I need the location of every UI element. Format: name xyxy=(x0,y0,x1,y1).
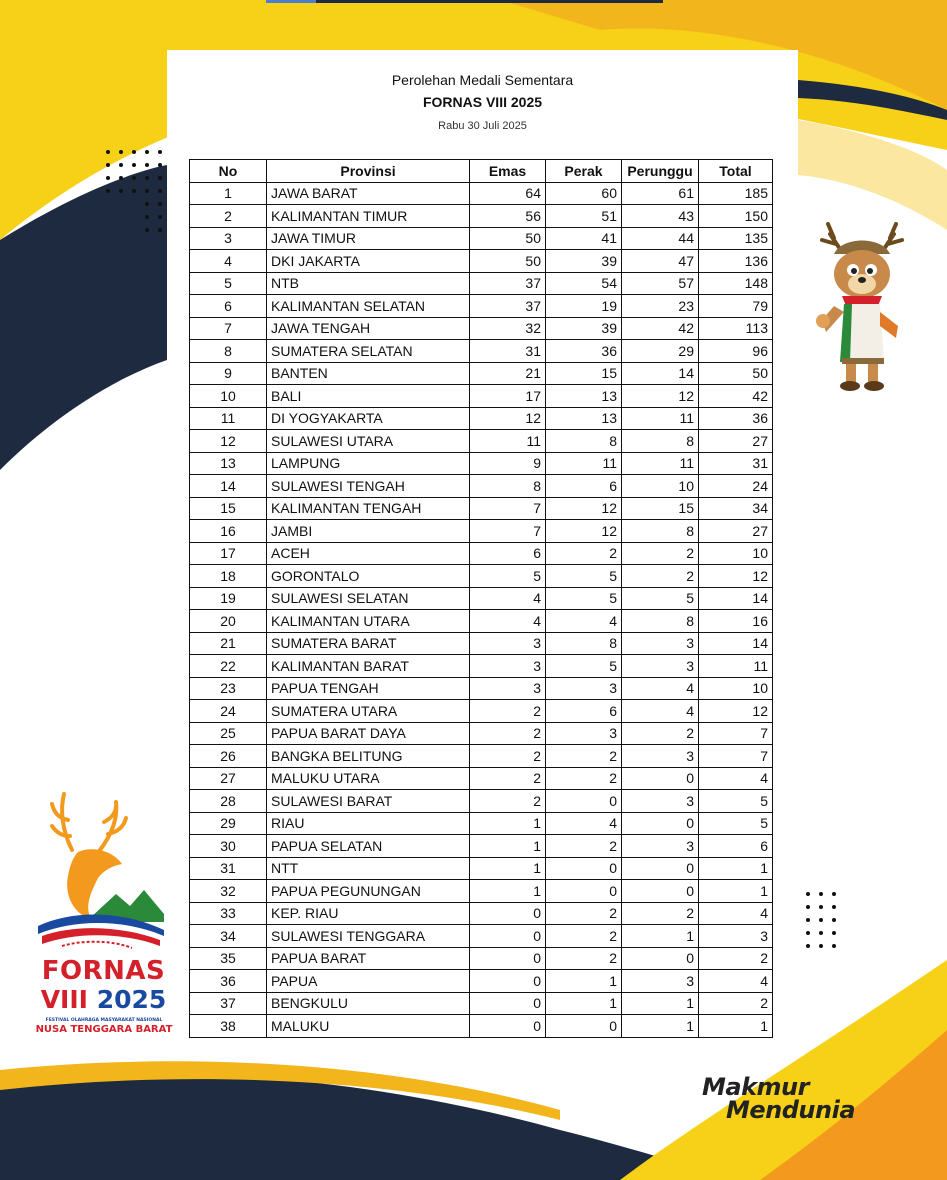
cell-no: 29 xyxy=(190,812,267,835)
cell-no: 27 xyxy=(190,767,267,790)
cell-perunggu: 8 xyxy=(622,520,699,543)
table-row xyxy=(190,407,773,430)
cell-perak: 4 xyxy=(546,610,622,633)
cell-perak: 2 xyxy=(546,947,622,970)
table-row xyxy=(190,497,773,520)
table-row xyxy=(190,970,773,993)
cell-perak: 19 xyxy=(546,295,622,318)
table-row xyxy=(190,317,773,340)
cell-no: 17 xyxy=(190,542,267,565)
table-row xyxy=(190,745,773,768)
cell-no: 34 xyxy=(190,925,267,948)
medal-table xyxy=(189,159,773,1038)
cell-no: 38 xyxy=(190,1015,267,1038)
cell-no: 5 xyxy=(190,272,267,295)
cell-perak: 4 xyxy=(546,812,622,835)
cell-no: 33 xyxy=(190,902,267,925)
cell-no: 32 xyxy=(190,880,267,903)
cell-perak: 1 xyxy=(546,992,622,1015)
table-row xyxy=(190,790,773,813)
cell-perunggu: 2 xyxy=(622,902,699,925)
cell-total: 7 xyxy=(699,722,773,745)
cell-provinsi: SULAWESI TENGGARA xyxy=(267,925,470,948)
cell-emas: 0 xyxy=(470,992,546,1015)
cell-perunggu: 1 xyxy=(622,992,699,1015)
document-date: Rabu 30 Juli 2025 xyxy=(438,120,527,132)
table-row xyxy=(190,295,773,318)
cell-emas: 0 xyxy=(470,902,546,925)
cell-no: 1 xyxy=(190,182,267,205)
cell-no: 16 xyxy=(190,520,267,543)
cell-provinsi: BENGKULU xyxy=(267,992,470,1015)
cell-total: 34 xyxy=(699,497,773,520)
cell-provinsi: PAPUA BARAT DAYA xyxy=(267,722,470,745)
cell-total: 150 xyxy=(699,205,773,228)
cell-total: 10 xyxy=(699,542,773,565)
table-row xyxy=(190,632,773,655)
cell-perunggu: 0 xyxy=(622,812,699,835)
cell-provinsi: SULAWESI BARAT xyxy=(267,790,470,813)
cell-emas: 3 xyxy=(470,632,546,655)
cell-perak: 8 xyxy=(546,632,622,655)
cell-emas: 1 xyxy=(470,812,546,835)
cell-total: 50 xyxy=(699,362,773,385)
table-row xyxy=(190,700,773,723)
cell-perunggu: 5 xyxy=(622,587,699,610)
cell-perunggu: 15 xyxy=(622,497,699,520)
cell-emas: 7 xyxy=(470,520,546,543)
cell-provinsi: RIAU xyxy=(267,812,470,835)
cell-perunggu: 11 xyxy=(622,407,699,430)
cell-emas: 4 xyxy=(470,587,546,610)
table-row xyxy=(190,587,773,610)
table-row xyxy=(190,430,773,453)
cell-perunggu: 3 xyxy=(622,745,699,768)
cell-no: 4 xyxy=(190,250,267,273)
cell-emas: 2 xyxy=(470,790,546,813)
cell-total: 2 xyxy=(699,947,773,970)
cell-total: 36 xyxy=(699,407,773,430)
cell-perak: 5 xyxy=(546,655,622,678)
cell-perak: 0 xyxy=(546,1015,622,1038)
cell-provinsi: DKI JAKARTA xyxy=(267,250,470,273)
cell-no: 13 xyxy=(190,452,267,475)
brand-mendunia: Mendunia xyxy=(726,1096,856,1124)
cell-total: 7 xyxy=(699,745,773,768)
cell-perak: 0 xyxy=(546,857,622,880)
cell-perak: 39 xyxy=(546,250,622,273)
table-row xyxy=(190,947,773,970)
table-row xyxy=(190,835,773,858)
medal-table-body xyxy=(190,182,773,1037)
cell-perak: 11 xyxy=(546,452,622,475)
cell-total: 12 xyxy=(699,700,773,723)
header-perunggu: Perunggu xyxy=(622,160,699,183)
cell-emas: 0 xyxy=(470,970,546,993)
cell-perunggu: 47 xyxy=(622,250,699,273)
cell-total: 5 xyxy=(699,812,773,835)
cell-no: 35 xyxy=(190,947,267,970)
cell-no: 20 xyxy=(190,610,267,633)
table-row xyxy=(190,250,773,273)
cell-no: 21 xyxy=(190,632,267,655)
cell-no: 6 xyxy=(190,295,267,318)
cell-perunggu: 42 xyxy=(622,317,699,340)
cell-total: 1 xyxy=(699,1015,773,1038)
cell-perak: 8 xyxy=(546,430,622,453)
cell-perunggu: 2 xyxy=(622,542,699,565)
cell-perunggu: 3 xyxy=(622,970,699,993)
cell-emas: 12 xyxy=(470,407,546,430)
cell-perak: 54 xyxy=(546,272,622,295)
cell-perak: 36 xyxy=(546,340,622,363)
cell-total: 16 xyxy=(699,610,773,633)
cell-perak: 2 xyxy=(546,745,622,768)
cell-total: 27 xyxy=(699,520,773,543)
table-row xyxy=(190,272,773,295)
cell-emas: 3 xyxy=(470,677,546,700)
cell-perak: 2 xyxy=(546,767,622,790)
header-total: Total xyxy=(699,160,773,183)
cell-perak: 12 xyxy=(546,497,622,520)
cell-perunggu: 0 xyxy=(622,767,699,790)
cell-no: 2 xyxy=(190,205,267,228)
cell-emas: 1 xyxy=(470,857,546,880)
cell-total: 6 xyxy=(699,835,773,858)
cell-perunggu: 8 xyxy=(622,430,699,453)
cell-provinsi: JAWA BARAT xyxy=(267,182,470,205)
cell-provinsi: KALIMANTAN BARAT xyxy=(267,655,470,678)
table-header-row xyxy=(190,160,773,183)
cell-perak: 12 xyxy=(546,520,622,543)
cell-emas: 17 xyxy=(470,385,546,408)
table-row xyxy=(190,475,773,498)
table-row xyxy=(190,452,773,475)
cell-no: 22 xyxy=(190,655,267,678)
cell-provinsi: KALIMANTAN TIMUR xyxy=(267,205,470,228)
logo-region: NUSA TENGGARA BARAT xyxy=(35,1024,173,1035)
table-row xyxy=(190,857,773,880)
cell-no: 36 xyxy=(190,970,267,993)
cell-provinsi: PAPUA TENGAH xyxy=(267,677,470,700)
cell-no: 25 xyxy=(190,722,267,745)
cell-provinsi: KALIMANTAN UTARA xyxy=(267,610,470,633)
cell-provinsi: JAMBI xyxy=(267,520,470,543)
cell-total: 4 xyxy=(699,902,773,925)
cell-perunggu: 0 xyxy=(622,857,699,880)
cell-perunggu: 3 xyxy=(622,790,699,813)
cell-perunggu: 23 xyxy=(622,295,699,318)
cell-emas: 7 xyxy=(470,497,546,520)
cell-emas: 3 xyxy=(470,655,546,678)
cell-provinsi: PAPUA BARAT xyxy=(267,947,470,970)
cell-no: 37 xyxy=(190,992,267,1015)
cell-perak: 2 xyxy=(546,542,622,565)
cell-perak: 60 xyxy=(546,182,622,205)
cell-total: 136 xyxy=(699,250,773,273)
cell-perunggu: 3 xyxy=(622,655,699,678)
header-perak: Perak xyxy=(546,160,622,183)
table-row xyxy=(190,677,773,700)
cell-no: 24 xyxy=(190,700,267,723)
cell-emas: 2 xyxy=(470,700,546,723)
table-row xyxy=(190,362,773,385)
cell-total: 3 xyxy=(699,925,773,948)
header-no: No xyxy=(190,160,267,183)
cell-provinsi: BANGKA BELITUNG xyxy=(267,745,470,768)
table-row xyxy=(190,1015,773,1038)
logo-wordmark: FORNAS xyxy=(41,956,166,986)
cell-emas: 2 xyxy=(470,767,546,790)
cell-no: 12 xyxy=(190,430,267,453)
cell-emas: 1 xyxy=(470,880,546,903)
cell-total: 5 xyxy=(699,790,773,813)
cell-total: 4 xyxy=(699,970,773,993)
cell-perak: 2 xyxy=(546,925,622,948)
cell-emas: 2 xyxy=(470,722,546,745)
cell-total: 185 xyxy=(699,182,773,205)
table-row xyxy=(190,925,773,948)
cell-perunggu: 0 xyxy=(622,947,699,970)
dot-grid-decoration-left xyxy=(104,148,164,243)
cell-total: 24 xyxy=(699,475,773,498)
cell-emas: 56 xyxy=(470,205,546,228)
cell-perak: 5 xyxy=(546,587,622,610)
cell-no: 19 xyxy=(190,587,267,610)
cell-no: 23 xyxy=(190,677,267,700)
cell-no: 15 xyxy=(190,497,267,520)
logo-tagline: FESTIVAL OLAHRAGA MASYARAKAT NASIONAL xyxy=(45,1018,163,1023)
cell-provinsi: MALUKU UTARA xyxy=(267,767,470,790)
cell-emas: 64 xyxy=(470,182,546,205)
table-row xyxy=(190,205,773,228)
document-subtitle: FORNAS VIII 2025 xyxy=(422,94,543,110)
cell-emas: 50 xyxy=(470,227,546,250)
cell-perunggu: 12 xyxy=(622,385,699,408)
cell-perak: 3 xyxy=(546,677,622,700)
cell-provinsi: SULAWESI SELATAN xyxy=(267,587,470,610)
cell-perak: 0 xyxy=(546,880,622,903)
cell-total: 135 xyxy=(699,227,773,250)
table-row xyxy=(190,992,773,1015)
cell-no: 10 xyxy=(190,385,267,408)
cell-provinsi: NTB xyxy=(267,272,470,295)
table-row xyxy=(190,227,773,250)
cell-total: 42 xyxy=(699,385,773,408)
cell-emas: 0 xyxy=(470,947,546,970)
cell-emas: 9 xyxy=(470,452,546,475)
cell-emas: 1 xyxy=(470,835,546,858)
cell-no: 3 xyxy=(190,227,267,250)
cell-emas: 0 xyxy=(470,1015,546,1038)
cell-perak: 2 xyxy=(546,835,622,858)
cell-perak: 1 xyxy=(546,970,622,993)
cell-total: 2 xyxy=(699,992,773,1015)
cell-perak: 5 xyxy=(546,565,622,588)
cell-perunggu: 0 xyxy=(622,880,699,903)
table-row xyxy=(190,902,773,925)
cell-perunggu: 1 xyxy=(622,1015,699,1038)
cell-emas: 50 xyxy=(470,250,546,273)
cell-perunggu: 11 xyxy=(622,452,699,475)
cell-perak: 6 xyxy=(546,475,622,498)
cell-provinsi: KALIMANTAN TENGAH xyxy=(267,497,470,520)
cell-total: 12 xyxy=(699,565,773,588)
header-provinsi: Provinsi xyxy=(267,160,470,183)
cell-total: 4 xyxy=(699,767,773,790)
logo-edition: VIII xyxy=(40,985,88,1014)
cell-perunggu: 4 xyxy=(622,700,699,723)
table-row xyxy=(190,880,773,903)
cell-provinsi: LAMPUNG xyxy=(267,452,470,475)
table-row xyxy=(190,812,773,835)
cell-provinsi: MALUKU xyxy=(267,1015,470,1038)
cell-total: 1 xyxy=(699,880,773,903)
brand-makmur: Makmur xyxy=(702,1073,809,1101)
cell-no: 26 xyxy=(190,745,267,768)
dot-grid-decoration-right xyxy=(804,890,839,950)
cell-provinsi: KALIMANTAN SELATAN xyxy=(267,295,470,318)
cell-perak: 51 xyxy=(546,205,622,228)
cell-perunggu: 43 xyxy=(622,205,699,228)
cell-emas: 31 xyxy=(470,340,546,363)
cell-provinsi: BALI xyxy=(267,385,470,408)
cell-provinsi: PAPUA PEGUNUNGAN xyxy=(267,880,470,903)
cell-emas: 6 xyxy=(470,542,546,565)
cell-no: 8 xyxy=(190,340,267,363)
cell-provinsi: JAWA TIMUR xyxy=(267,227,470,250)
cell-provinsi: SUMATERA UTARA xyxy=(267,700,470,723)
cell-provinsi: PAPUA xyxy=(267,970,470,993)
cell-perak: 13 xyxy=(546,385,622,408)
cell-provinsi: JAWA TENGAH xyxy=(267,317,470,340)
cell-provinsi: SUMATERA SELATAN xyxy=(267,340,470,363)
cell-perunggu: 2 xyxy=(622,722,699,745)
cell-perak: 13 xyxy=(546,407,622,430)
cell-perunggu: 3 xyxy=(622,835,699,858)
cell-emas: 5 xyxy=(470,565,546,588)
cell-perunggu: 10 xyxy=(622,475,699,498)
cell-total: 11 xyxy=(699,655,773,678)
table-row xyxy=(190,340,773,363)
document-title: Perolehan Medali Sementara xyxy=(391,72,574,88)
cell-total: 27 xyxy=(699,430,773,453)
cell-no: 18 xyxy=(190,565,267,588)
cell-perak: 15 xyxy=(546,362,622,385)
cell-emas: 8 xyxy=(470,475,546,498)
cell-no: 11 xyxy=(190,407,267,430)
deer-mascot-icon xyxy=(812,222,912,394)
logo-edition-year xyxy=(36,985,171,1014)
cell-emas: 21 xyxy=(470,362,546,385)
cell-provinsi: PAPUA SELATAN xyxy=(267,835,470,858)
cell-no: 9 xyxy=(190,362,267,385)
cell-total: 1 xyxy=(699,857,773,880)
cell-emas: 2 xyxy=(470,745,546,768)
cell-perunggu: 3 xyxy=(622,632,699,655)
cell-total: 31 xyxy=(699,452,773,475)
table-row xyxy=(190,542,773,565)
cell-total: 79 xyxy=(699,295,773,318)
cell-perunggu: 1 xyxy=(622,925,699,948)
cell-perak: 3 xyxy=(546,722,622,745)
cell-perunggu: 44 xyxy=(622,227,699,250)
cell-perak: 6 xyxy=(546,700,622,723)
cell-provinsi: ACEH xyxy=(267,542,470,565)
cell-perunggu: 2 xyxy=(622,565,699,588)
cell-no: 14 xyxy=(190,475,267,498)
cell-perunggu: 4 xyxy=(622,677,699,700)
cell-provinsi: SUMATERA BARAT xyxy=(267,632,470,655)
header-emas: Emas xyxy=(470,160,546,183)
cell-perak: 0 xyxy=(546,790,622,813)
cell-perak: 39 xyxy=(546,317,622,340)
cell-perunggu: 8 xyxy=(622,610,699,633)
cell-provinsi: SULAWESI TENGAH xyxy=(267,475,470,498)
cell-no: 28 xyxy=(190,790,267,813)
cell-provinsi: GORONTALO xyxy=(267,565,470,588)
cell-total: 14 xyxy=(699,587,773,610)
cell-provinsi: NTT xyxy=(267,857,470,880)
table-row xyxy=(190,520,773,543)
table-row xyxy=(190,385,773,408)
cell-total: 14 xyxy=(699,632,773,655)
cell-perak: 41 xyxy=(546,227,622,250)
cell-perunggu: 14 xyxy=(622,362,699,385)
table-row xyxy=(190,610,773,633)
cell-no: 31 xyxy=(190,857,267,880)
cell-emas: 32 xyxy=(470,317,546,340)
cell-no: 30 xyxy=(190,835,267,858)
cell-perunggu: 61 xyxy=(622,182,699,205)
logo-year: 2025 xyxy=(96,985,167,1014)
cell-emas: 0 xyxy=(470,925,546,948)
cell-total: 10 xyxy=(699,677,773,700)
cell-perak: 2 xyxy=(546,902,622,925)
table-row xyxy=(190,655,773,678)
cell-emas: 37 xyxy=(470,272,546,295)
cell-no: 7 xyxy=(190,317,267,340)
table-row xyxy=(190,722,773,745)
cell-provinsi: DI YOGYAKARTA xyxy=(267,407,470,430)
cell-total: 113 xyxy=(699,317,773,340)
cell-provinsi: SULAWESI UTARA xyxy=(267,430,470,453)
cell-total: 96 xyxy=(699,340,773,363)
cell-emas: 37 xyxy=(470,295,546,318)
cell-emas: 11 xyxy=(470,430,546,453)
cell-perunggu: 57 xyxy=(622,272,699,295)
cell-provinsi: BANTEN xyxy=(267,362,470,385)
cell-perunggu: 29 xyxy=(622,340,699,363)
cell-emas: 4 xyxy=(470,610,546,633)
cell-total: 148 xyxy=(699,272,773,295)
table-row xyxy=(190,565,773,588)
cell-provinsi: KEP. RIAU xyxy=(267,902,470,925)
table-row xyxy=(190,182,773,205)
table-row xyxy=(190,767,773,790)
